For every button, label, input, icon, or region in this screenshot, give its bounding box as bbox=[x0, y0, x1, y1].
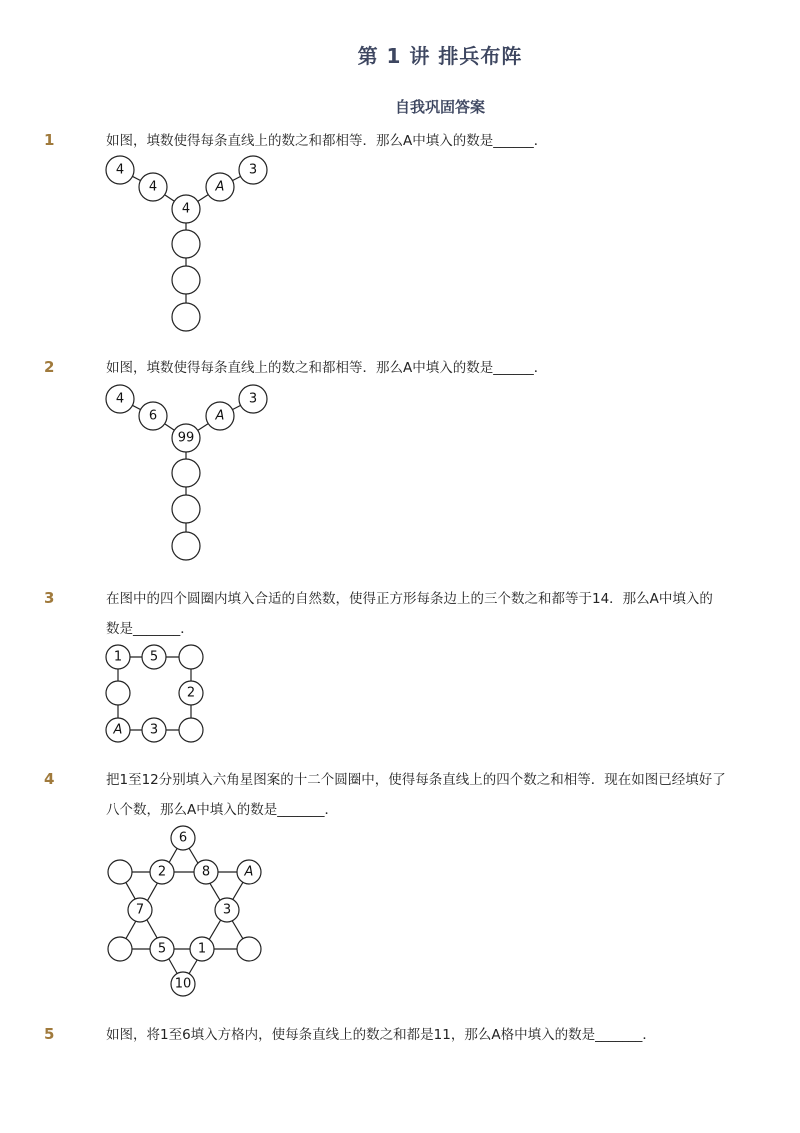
circle-label: 6 bbox=[178, 830, 188, 846]
circle-label: 3 bbox=[222, 902, 232, 918]
circle-label: 4 bbox=[115, 391, 125, 407]
question-number: 1 bbox=[44, 131, 55, 149]
circle-label: A bbox=[113, 722, 123, 738]
question-text: 如图，填数使得每条直线上的数之和都相等．那么A中填入的数是______． bbox=[106, 133, 548, 149]
y-figure-2 bbox=[100, 379, 280, 569]
question-number: 3 bbox=[44, 589, 55, 607]
question-text: 如图，填数使得每条直线上的数之和都相等．那么A中填入的数是______． bbox=[106, 360, 548, 376]
circle-label: 10 bbox=[174, 976, 192, 992]
circle-label: 4 bbox=[148, 179, 158, 195]
circle-label: 3 bbox=[149, 722, 159, 738]
circle-label: 3 bbox=[248, 391, 258, 407]
star-figure bbox=[100, 822, 275, 1002]
question-text: 在图中的四个圆圈内填入合适的自然数，使得正方形每条边上的三个数之和都等于14．那么A中填入的数是_______． bbox=[106, 591, 713, 637]
square-figure bbox=[100, 642, 220, 752]
question-number: 5 bbox=[44, 1025, 55, 1043]
circle-label: 2 bbox=[186, 685, 196, 701]
circle-label: 5 bbox=[149, 649, 159, 665]
circle-label: 2 bbox=[157, 864, 167, 880]
circle-label: 4 bbox=[181, 201, 191, 217]
circle-label: A bbox=[244, 864, 254, 880]
circle-label: 5 bbox=[157, 941, 167, 957]
circle-label: A bbox=[215, 179, 225, 195]
circle-label: A bbox=[215, 408, 225, 424]
circle-label: 99 bbox=[177, 430, 195, 446]
question-number: 2 bbox=[44, 358, 55, 376]
question-text: 把1至12分别填入六角星图案的十二个圆圈中，使得每条直线上的四个数之和相等．现在如图已经填好了八个数，那么A中填入的数是_______． bbox=[106, 772, 726, 818]
circle-label: 3 bbox=[248, 162, 258, 178]
page-title: 第 1 讲 排兵布阵 bbox=[357, 44, 523, 68]
question-text: 如图，将1至6填入方格内，使每条直线上的数之和都是11，那么A格中填入的数是_______． bbox=[106, 1027, 656, 1043]
page-subtitle: 自我巩固答案 bbox=[394, 98, 485, 116]
circle-label: 8 bbox=[201, 864, 211, 880]
y-figure-1 bbox=[100, 150, 280, 340]
question-number: 4 bbox=[44, 770, 55, 788]
circle-label: 1 bbox=[113, 649, 123, 665]
circle-label: 1 bbox=[197, 941, 207, 957]
circle-label: 4 bbox=[115, 162, 125, 178]
circle-label: 7 bbox=[135, 902, 145, 918]
circle-label: 6 bbox=[148, 408, 158, 424]
